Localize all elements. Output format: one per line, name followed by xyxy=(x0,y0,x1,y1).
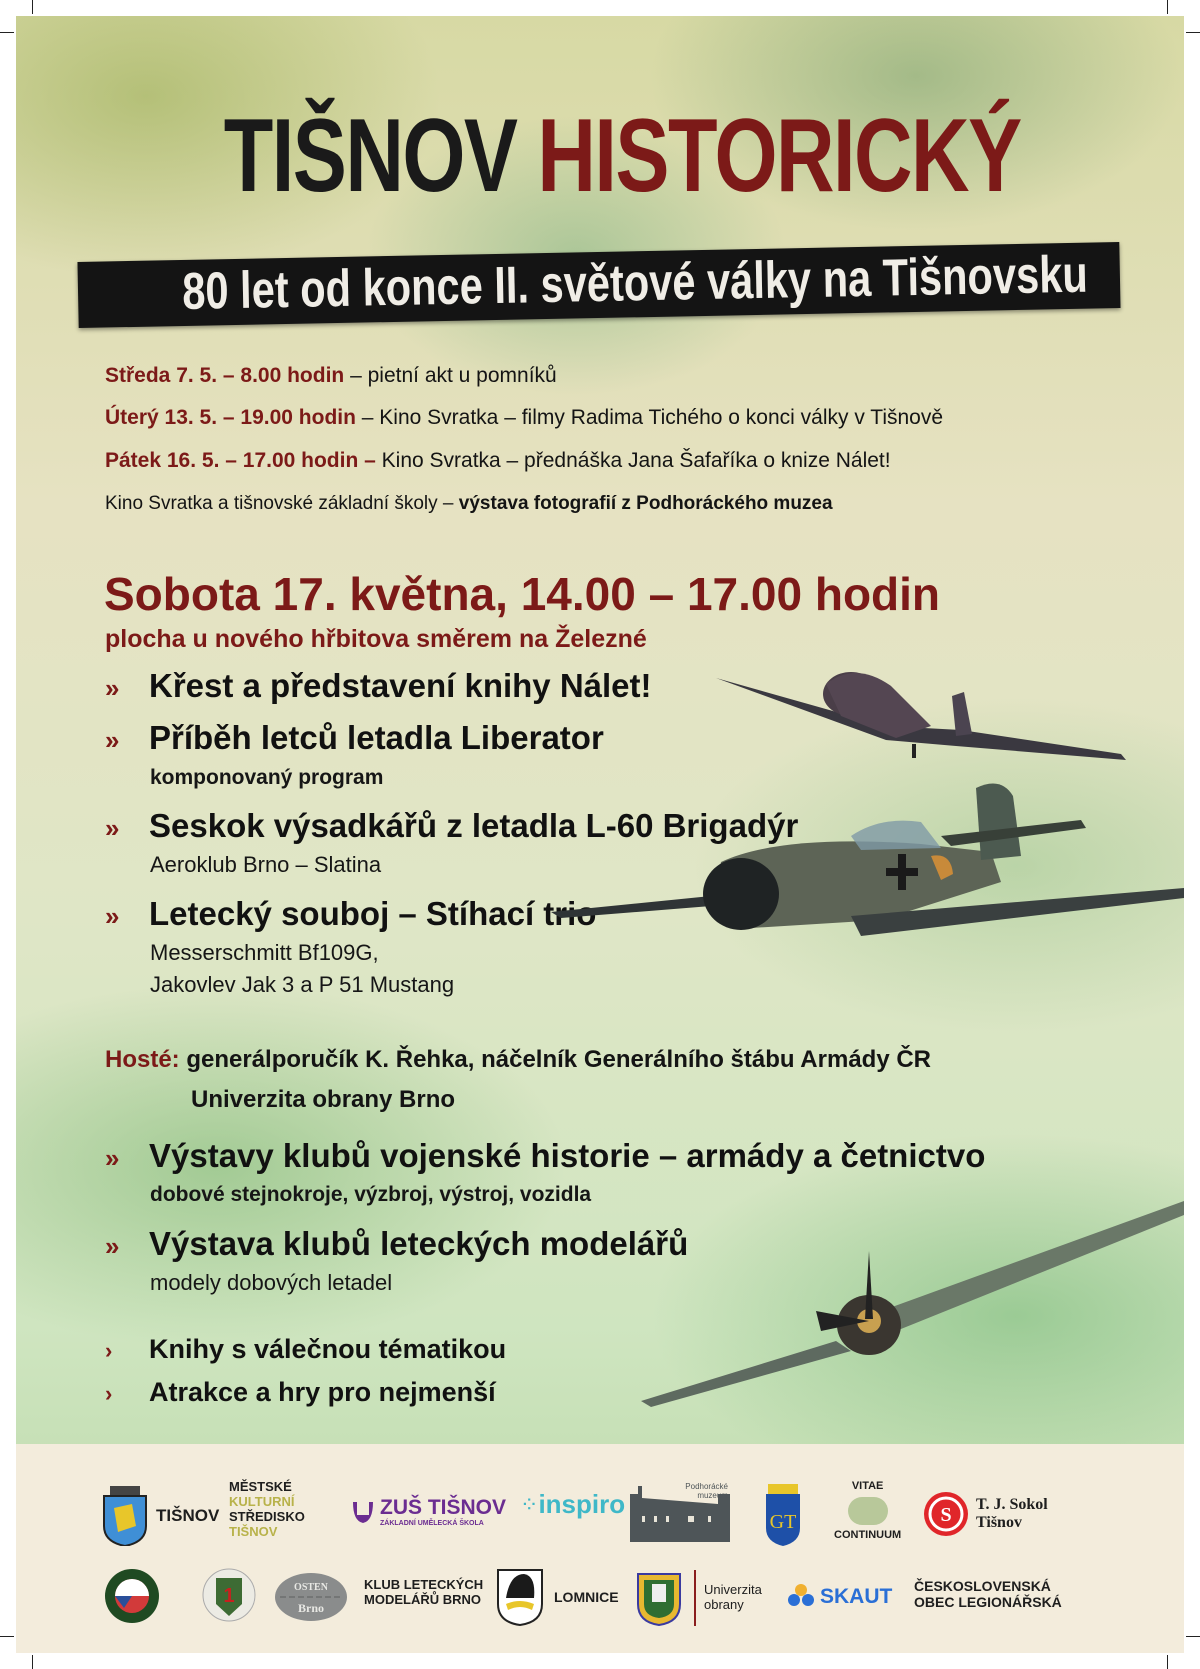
schedule-line xyxy=(105,493,833,515)
partner-logo-historical-military-club xyxy=(202,1568,256,1622)
schedule-text: – pietní akt u pomníků xyxy=(344,364,557,387)
guest-line: generálporučík K. Řehka, náčelník Generálního štábu Armády ČR xyxy=(186,1046,931,1073)
partner-logo-skaut xyxy=(786,1582,892,1612)
partners-footer xyxy=(16,1444,1184,1653)
partner-logo-klub-leteckych-modelaru xyxy=(364,1578,483,1608)
chevron-right-icon: › xyxy=(105,1338,113,1363)
partner-label: TIŠNOV xyxy=(156,1506,220,1526)
program-subtitle: dobové stejnokroje, výzbroj, výstroj, vozidla xyxy=(150,1183,592,1206)
partner-label: LOMNICE xyxy=(554,1588,619,1605)
partner-label: inspiro xyxy=(538,1489,626,1519)
partner-logo-podhoracke-muzeum xyxy=(628,1484,732,1542)
program-subtitle: Jakovlev Jak 3 a P 51 Mustang xyxy=(150,972,455,997)
chevron-right-icon: » xyxy=(105,813,120,843)
knot-icon xyxy=(848,1497,888,1525)
title-part-historicky: HISTORICKÝ xyxy=(537,98,1021,214)
partner-logo-cs-obec-legionarska xyxy=(914,1578,1062,1610)
crop-mark xyxy=(1167,1655,1168,1669)
subtitle-text: 80 let od konce II. světové války na Tišnovsku xyxy=(181,245,1089,321)
schedule-text: Kino Svratka a tišnovské základní školy – xyxy=(105,493,459,514)
partner-label: OBEC LEGIONÁŘSKÁ xyxy=(914,1594,1062,1611)
schedule-date: Úterý 13. 5. – 19.00 hodin xyxy=(105,406,356,429)
program-item xyxy=(105,719,604,757)
partner-label: CONTINUUM xyxy=(834,1528,902,1541)
schedule-text: – Kino Svratka – filmy Radima Tichého o konci války v Tišnově xyxy=(355,406,944,429)
airplane-image-top xyxy=(716,656,1136,786)
schedule-line xyxy=(105,364,557,388)
poster-title xyxy=(223,98,1021,214)
schedule-date: Pátek 16. 5. – 17.00 hodin – xyxy=(105,449,376,472)
schedule-exhibition: výstava fotografií z Podhoráckého muzea xyxy=(458,493,833,514)
schedule-line xyxy=(105,406,943,430)
extra-title: Atrakce a hry pro nejmenší xyxy=(149,1377,496,1407)
partner-label: TIŠNOV xyxy=(229,1523,278,1539)
partner-label: ZUŠ TIŠNOV xyxy=(380,1496,507,1519)
program-title: Letecký souboj – Stíhací trio xyxy=(149,895,597,932)
partner-logo-univerzita-obrany xyxy=(636,1570,762,1626)
chevron-right-icon: › xyxy=(105,1381,113,1406)
extra-item xyxy=(105,1377,496,1408)
partner-logo-zus xyxy=(350,1496,506,1528)
kvh-markland-emblem-icon xyxy=(104,1568,160,1624)
program-title: Výstavy klubů vojenské historie – armády a četnictvo xyxy=(149,1137,986,1174)
program-subtitle: komponovaný program xyxy=(150,766,384,789)
crop-mark xyxy=(32,1655,33,1669)
schedule-line xyxy=(105,449,891,473)
partner-label: KULTURNÍ xyxy=(229,1493,295,1509)
title-part-tisnov: TIŠNOV xyxy=(223,98,517,214)
first-division-patch-icon xyxy=(202,1568,256,1622)
partner-label: VITAE xyxy=(851,1480,884,1492)
partner-logo-kvh-markland xyxy=(104,1568,160,1624)
guests-label: Hosté: xyxy=(105,1046,180,1073)
airplane-image-bottom xyxy=(641,1191,1184,1411)
program-item xyxy=(105,667,652,705)
partner-label: Univerzita xyxy=(704,1582,762,1598)
partner-label: obrany xyxy=(704,1597,744,1612)
main-event-date: Sobota 17. května, 14.00 – 17.00 hodin xyxy=(104,568,941,620)
partner-label: STŘEDISKO xyxy=(229,1508,305,1524)
osten-dogtag-icon xyxy=(274,1572,348,1622)
program-title: Příběh letců letadla Liberator xyxy=(149,719,604,756)
lyre-icon xyxy=(350,1499,376,1525)
chevron-right-icon: » xyxy=(105,901,120,931)
partner-label: SKAUT xyxy=(820,1584,893,1608)
schedule-date: Středa 7. 5. – 8.00 hodin xyxy=(105,364,345,387)
crop-mark xyxy=(1186,1636,1200,1637)
subtitle-banner xyxy=(77,242,1120,328)
partner-label: Tišnov xyxy=(976,1514,1022,1531)
extra-item xyxy=(105,1334,506,1365)
program-subtitle: Messerschmitt Bf109G, xyxy=(150,940,379,965)
crop-mark xyxy=(0,32,14,33)
divider xyxy=(694,1570,696,1626)
airplane-image-messerschmitt xyxy=(521,776,1184,946)
partner-logo-sokol xyxy=(922,1490,1048,1538)
program-title: Výstava klubů leteckých modelářů xyxy=(149,1225,689,1262)
gt-shield-icon xyxy=(764,1484,802,1546)
extra-title: Knihy s válečnou tématikou xyxy=(149,1334,507,1364)
program-title: Křest a představení knihy Nálet! xyxy=(149,667,652,704)
partner-logo-vitae-continuum xyxy=(834,1480,901,1541)
tisnov-coat-of-arms-icon xyxy=(102,1486,148,1546)
crop-mark xyxy=(0,1636,14,1637)
chevron-right-icon: » xyxy=(105,1143,120,1173)
poster xyxy=(16,16,1184,1653)
partner-label: KLUB LETECKÝCH xyxy=(364,1577,484,1592)
svg-text:Brno: Brno xyxy=(297,1601,325,1615)
chevron-right-icon: » xyxy=(105,673,120,703)
partner-logo-mks xyxy=(229,1480,305,1540)
program-item xyxy=(105,1137,985,1175)
crop-mark xyxy=(1167,0,1168,14)
crop-mark xyxy=(1186,32,1200,33)
partner-label: Podhorácké muzeum xyxy=(685,1482,728,1501)
partner-sublabel: ZÁKLADNÍ UMĚLECKÁ ŠKOLA xyxy=(380,1520,484,1528)
main-event-place: plocha u nového hřbitova směrem na Železné xyxy=(105,625,647,653)
partner-label: MĚSTSKÉ xyxy=(229,1479,292,1494)
chevron-right-icon: » xyxy=(105,725,120,755)
program-title: Seskok výsadkářů z letadla L-60 Brigadýr xyxy=(149,807,799,844)
partner-logo-gt xyxy=(764,1484,802,1546)
guest-line: Univerzita obrany Brno xyxy=(191,1086,456,1113)
chevron-right-icon: » xyxy=(105,1231,120,1261)
svg-text:OSTEN: OSTEN xyxy=(294,1582,328,1593)
sokol-emblem-icon xyxy=(922,1490,970,1538)
partner-logo-inspiro xyxy=(520,1490,625,1520)
svg-text:S: S xyxy=(940,1504,952,1526)
guests-block xyxy=(105,1040,931,1120)
program-item xyxy=(105,1225,688,1263)
partner-logo-osten-brno xyxy=(274,1572,348,1622)
lomnice-coat-of-arms-icon xyxy=(496,1568,544,1626)
svg-text:GT: GT xyxy=(769,1511,797,1533)
program-subtitle: Aeroklub Brno – Slatina xyxy=(150,852,382,877)
inspiro-dots-icon: ⁘ xyxy=(520,1491,539,1517)
partner-logo-lomnice xyxy=(496,1568,619,1626)
crop-mark xyxy=(32,0,33,14)
univerzita-obrany-shield-icon xyxy=(636,1570,682,1626)
skaut-lily-icon xyxy=(786,1582,816,1612)
program-subtitle: modely dobových letadel xyxy=(150,1270,393,1295)
svg-text:1: 1 xyxy=(223,1585,235,1607)
schedule-text: Kino Svratka – přednáška Jana Šafaříka o knize Nálet! xyxy=(375,449,891,472)
partner-label: ČESKOSLOVENSKÁ xyxy=(914,1578,1051,1594)
partner-logo-tisnov xyxy=(102,1486,219,1546)
partner-label: T. J. Sokol xyxy=(976,1495,1048,1513)
partner-label: MODELÁŘŮ BRNO xyxy=(364,1591,481,1607)
